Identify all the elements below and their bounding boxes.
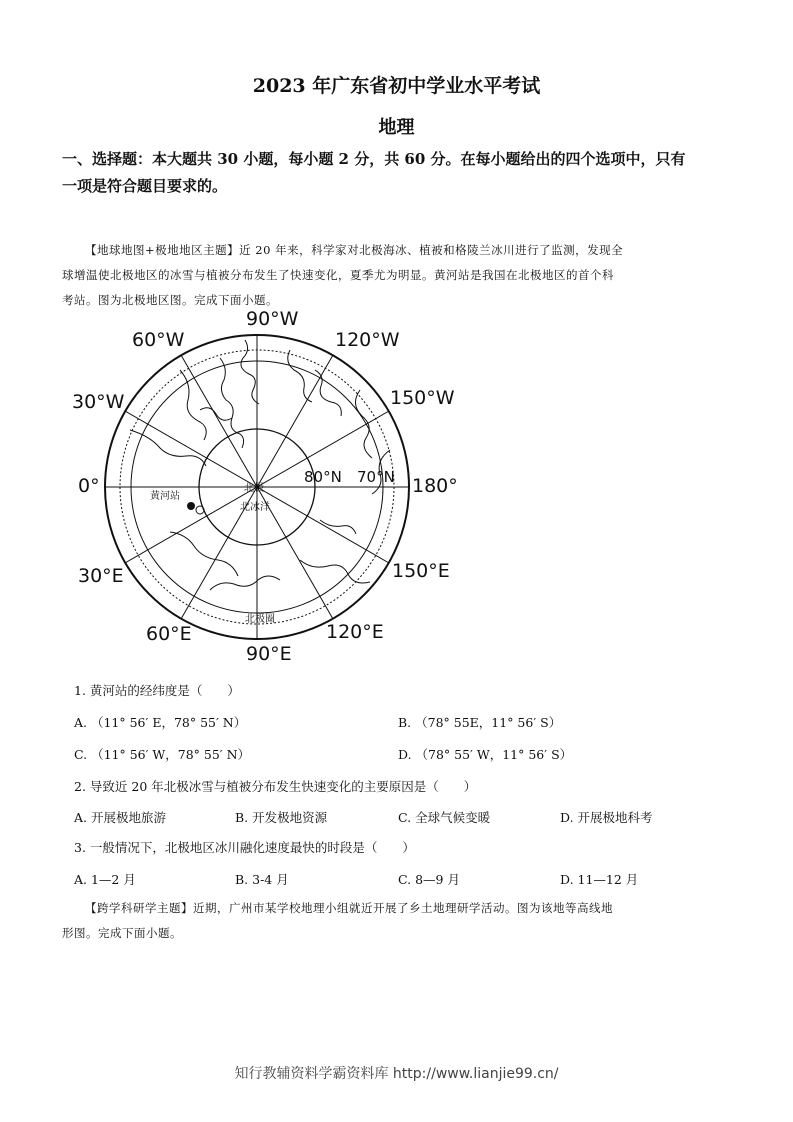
intro1-line2: 球增温使北极地区的冰雪与植被分布发生了快速变化，夏季尤为明显。黄河站是我国在北极地区的首个科 [62,268,614,282]
q2-option-d: D. 开展极地科考 [560,810,653,825]
label-90w: 90°W [246,308,299,330]
q1-option-a: A. （11° 56′ E，78° 55′ N） [74,715,247,730]
q2-option-b: B. 开发极地资源 [235,810,328,825]
section-heading-line1: 一、选择题：本大题共 30 小题，每小题 2 分，共 60 分。在每小题给出的四个选项中，只有 [62,150,686,168]
station-ring [196,506,204,514]
label-60e: 60°E [146,623,192,645]
q3-option-c: C. 8—9 月 [398,872,460,887]
section-heading [62,146,732,200]
intro1-line1: 【地球地图+极地地区主题】近 20 年来，科学家对北极海冰、植被和格陵兰冰川进行了监测，发现全 [85,243,624,257]
label-30w: 30°W [72,391,125,413]
intro-paragraph-2 [62,896,732,946]
q2-option-a: A. 开展极地旅游 [74,810,166,825]
label-120e: 120°E [326,621,384,643]
section-heading-line2: 一项是符合题目要求的。 [62,177,228,195]
question-2: 2. 导致近 20 年北极冰雪与植被分布发生快速变化的主要原因是（ ） [74,779,477,794]
label-lat-70: 70°N [357,468,395,486]
q3-option-b: B. 3-4 月 [235,872,289,887]
label-120w: 120°W [335,329,400,351]
question-3: 3. 一般情况下，北极地区冰川融化速度最快的时段是（ ） [74,840,415,855]
label-0: 0° [78,475,100,497]
label-60w: 60°W [132,329,185,351]
page-subtitle: 地理 [378,117,415,138]
label-ocean: 北冰洋 [240,502,270,513]
intro2-line2: 形图。完成下面小题。 [62,926,182,940]
label-arctic-circle: 北极圈 [245,614,275,625]
intro2-line1: 【跨学科研学主题】近期，广州市某学校地理小组就近开展了乡土地理研学活动。图为该地等高线地 [85,901,613,915]
label-station: 黄河站 [150,491,180,502]
label-150w: 150°W [390,387,455,409]
q1-option-b: B. （78° 55E，11° 56′ S） [398,715,562,730]
label-pole: 北极 [244,483,264,494]
question-1: 1. 黄河站的经纬度是（ ） [74,683,240,698]
label-180: 180° [412,475,458,497]
intro1-line3: 考站。图为北极地区图。完成下面小题。 [62,293,278,307]
label-90e: 90°E [246,643,292,665]
q3-option-d: D. 11—12 月 [560,872,639,887]
label-30e: 30°E [78,565,124,587]
page-title: 2023 年广东省初中学业水平考试 [252,75,541,97]
label-150e: 150°E [392,560,450,582]
q3-option-a: A. 1—2 月 [74,872,136,887]
q1-option-c: C. （11° 56′ W，78° 55′ N） [74,747,251,762]
q1-option-d: D. （78° 55′ W，11° 56′ S） [398,747,573,762]
label-lat-80: 80°N [304,468,342,486]
footer-watermark: 知行教辅资料学霸资料库 http://www.lianjie99.cn/ [234,1066,559,1082]
coastlines [130,340,390,590]
station-marker [187,502,195,510]
q2-option-c: C. 全球气候变暖 [398,810,491,825]
arctic-map [60,300,480,670]
